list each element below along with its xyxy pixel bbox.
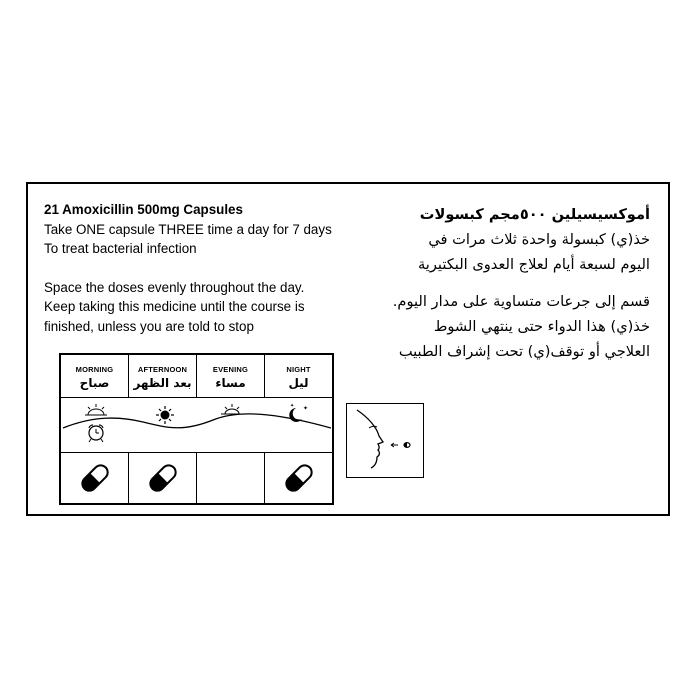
capsule-icon [145,460,181,496]
night-label-ar: ليل [288,375,309,390]
dosing-schedule-table [59,353,334,505]
english-purpose-line: To treat bacterial infection [44,241,197,256]
sunset-icon [221,404,243,414]
english-instructions [44,200,364,336]
moon-stars-icon [289,403,308,422]
arabic-stop-line: العلاجي أو توقف(ي) تحت إشراف الطبيب [398,343,650,360]
face-swallow-icon [347,404,422,476]
capsule-icon [77,460,113,496]
sun-icon [156,406,174,424]
arabic-instructions [358,202,650,364]
arabic-dose-line: خذ(ي) كبسولة واحدة ثلاث مرات في [428,231,650,248]
afternoon-label-ar: بعد الظهر [133,375,192,390]
arabic-title: أموكسيسيلين ٥٠٠مجم كبسولات [419,206,650,223]
morning-label-ar: صباح [79,375,110,390]
english-spacing-line: Space the doses evenly throughout the day. [44,279,305,295]
time-of-day-strip [60,398,333,453]
english-title: 21 Amoxicillin 500mg Capsules [44,202,243,217]
dose-cell-evening [197,453,265,505]
english-course-line: Keep taking this medicine until the course is [44,299,305,314]
afternoon-label: AFTERNOON [137,364,188,374]
svg-text:✦: ✦ [302,405,308,412]
dose-cell-morning [60,453,129,505]
capsule-icon [281,460,317,496]
schedule-dose-row [60,453,333,505]
swallow-whole-pictogram [346,403,424,478]
arabic-spacing-line: قسم إلى جرعات متساوية على مدار اليوم. [392,293,650,310]
prescription-label [26,182,670,516]
dose-cell-afternoon [129,453,197,505]
evening-label: EVENING [212,364,249,374]
schedule-time-of-day-row [60,398,333,453]
evening-label-ar: مساء [215,375,246,390]
svg-text:✦: ✦ [289,403,294,409]
header-afternoon [129,354,197,398]
night-label: NIGHT [286,364,311,374]
english-dose-line: Take ONE capsule THREE time a day for 7 days [44,221,332,237]
header-evening [197,354,265,398]
schedule-header-row [60,354,333,398]
english-stop-line: finished, unless you are told to stop [44,318,254,334]
dose-cell-night [265,453,334,505]
header-night [265,354,334,398]
sunrise-alarm-clock-icon [85,404,107,442]
arabic-course-line: خذ(ي) هذا الدواء حتى ينتهي الشوط [433,318,650,335]
time-of-day-wave [63,398,331,448]
morning-label: MORNING [75,364,114,374]
arabic-purpose-line: اليوم لسبعة أيام لعلاج العدوى البكتيرية [417,256,650,273]
header-morning [60,354,129,398]
